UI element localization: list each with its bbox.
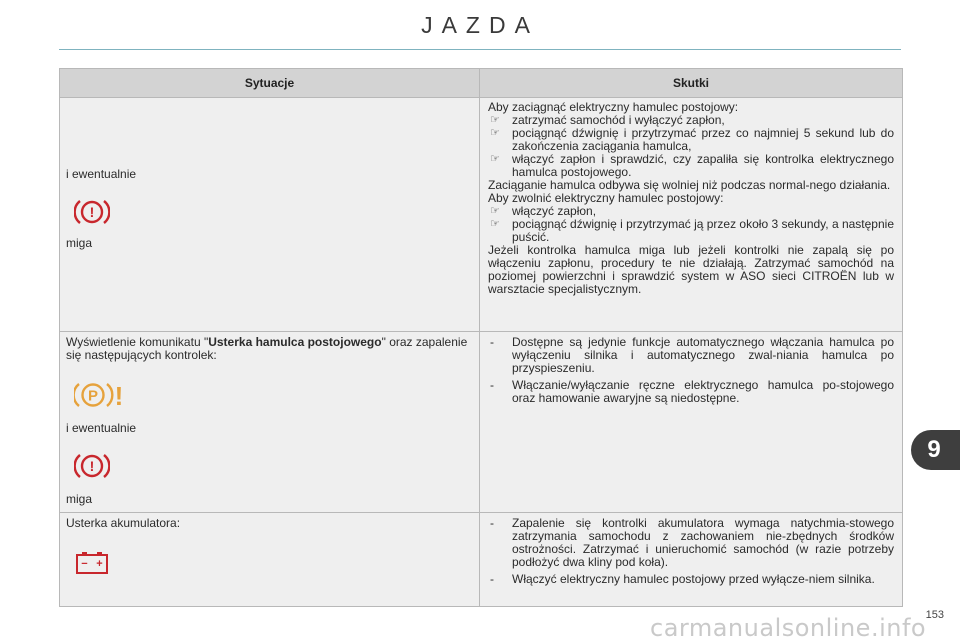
title-divider — [59, 49, 901, 50]
situation-text: miga — [66, 236, 93, 250]
pointing-hand-icon: ☞ — [490, 153, 500, 165]
dash-marker: - — [490, 378, 494, 392]
chapter-number: 9 — [927, 436, 941, 463]
effect-cell — [480, 513, 903, 607]
dash-marker: - — [490, 516, 494, 530]
pointing-hand-icon: ☞ — [490, 114, 500, 126]
parking-brake-fault-icon — [66, 372, 473, 418]
list-item: ☞ włączyć zapłon, — [490, 204, 597, 218]
situation-cell — [60, 98, 480, 332]
bullet-list — [488, 114, 894, 179]
bullet-list — [488, 205, 894, 244]
page-number: 153 — [925, 609, 944, 621]
watermark: carmanualsonline.info — [650, 614, 927, 642]
svg-text:!: ! — [89, 458, 95, 474]
situation-text: Usterka akumulatora: — [66, 516, 181, 530]
pointing-hand-icon: ☞ — [490, 205, 500, 217]
effect-text: Aby zwolnić elektryczny hamulec postojowy: — [488, 191, 724, 205]
svg-text:−: − — [81, 558, 88, 570]
situation-cell — [60, 332, 480, 513]
column-header-effects: Skutki — [480, 69, 903, 98]
situation-text: i ewentualnie — [66, 421, 137, 435]
situation-text: i ewentualnie — [66, 167, 137, 181]
effect-cell — [480, 98, 903, 332]
battery-icon — [66, 540, 473, 586]
dash-marker: - — [490, 572, 494, 586]
pointing-hand-icon: ☞ — [490, 218, 500, 230]
dash-marker: - — [490, 335, 494, 349]
effect-cell — [480, 332, 903, 513]
list-item: ☞ pociągnąć dźwignię i przytrzymać przez co najmniej 5 sekund lub do zakończenia zaciągania hamulca, — [490, 126, 894, 153]
table-row — [60, 513, 903, 607]
list-item: - Włączanie/wyłączanie ręczne elektrycznego hamulca po-stojowego oraz hamowanie awaryjne są niedostępne. — [490, 378, 894, 405]
list-item: - Włączyć elektryczny hamulec postojowy przed wyłącze-niem silnika. — [490, 572, 875, 586]
svg-text:+: + — [96, 558, 103, 570]
list-item: - Dostępne są jedynie funkcje automatycznego włączania hamulca po wyłączeniu silnika i automatycznego zwal-niania hamulca po przyspieszeniu. — [490, 335, 894, 375]
list-item: ☞ pociągnąć dźwignię i przytrzymać ją przez około 3 sekundy, a następnie puścić. — [490, 217, 894, 244]
chapter-tab — [911, 430, 960, 470]
table-row — [60, 332, 903, 513]
message-name: Usterka hamulca postojowego — [208, 335, 382, 349]
list-item: ☞ zatrzymać samochód i wyłączyć zapłon, — [490, 113, 725, 127]
situation-text: miga — [66, 492, 93, 506]
table-header-row — [60, 69, 903, 98]
dash-list — [488, 336, 894, 405]
list-item: - Zapalenie się kontrolki akumulatora wymaga natychmia-stowego zatrzymania samochodu z zachowaniem nie-zbędnych środków ostrożności. Zatrzymać i unieruchomić samochód (w razie potrzeby podłożyć dwa kliny pod koła). — [490, 516, 894, 569]
pointing-hand-icon: ☞ — [490, 127, 500, 139]
situation-cell — [60, 513, 480, 607]
effect-text: Aby zaciągnąć elektryczny hamulec postojowy: — [488, 100, 739, 114]
effect-text: Zaciąganie hamulca odbywa się wolniej niż podczas normal-nego działania. — [488, 178, 891, 192]
svg-text:P: P — [87, 387, 99, 405]
svg-text:!: ! — [114, 381, 124, 411]
table-row — [60, 98, 903, 332]
situations-table — [59, 68, 903, 607]
brake-warning-icon — [66, 443, 473, 489]
effect-text: Jeżeli kontrolka hamulca miga lub jeżeli kontrolki nie zapalą się po włączeniu zapłonu, procedury te nie działają. Zatrzymać samochód na poziomej powierzchni i sprawdzić system w ASO sieci CITROËN lub w warsztacie specjalistycznym. — [488, 243, 894, 296]
situation-text: Wyświetlenie komunikatu "Usterka hamulca postojowego" oraz zapalenie się następujących kontrolek: — [66, 335, 468, 362]
page-title: JAZDA — [421, 12, 539, 38]
svg-text:!: ! — [89, 204, 95, 220]
column-header-situations: Sytuacje — [60, 69, 480, 98]
brake-warning-icon — [66, 189, 473, 235]
list-item: ☞ włączyć zapłon i sprawdzić, czy zapaliła się kontrolka elektrycznego hamulca postojowego. — [490, 152, 894, 179]
dash-list — [488, 517, 894, 586]
